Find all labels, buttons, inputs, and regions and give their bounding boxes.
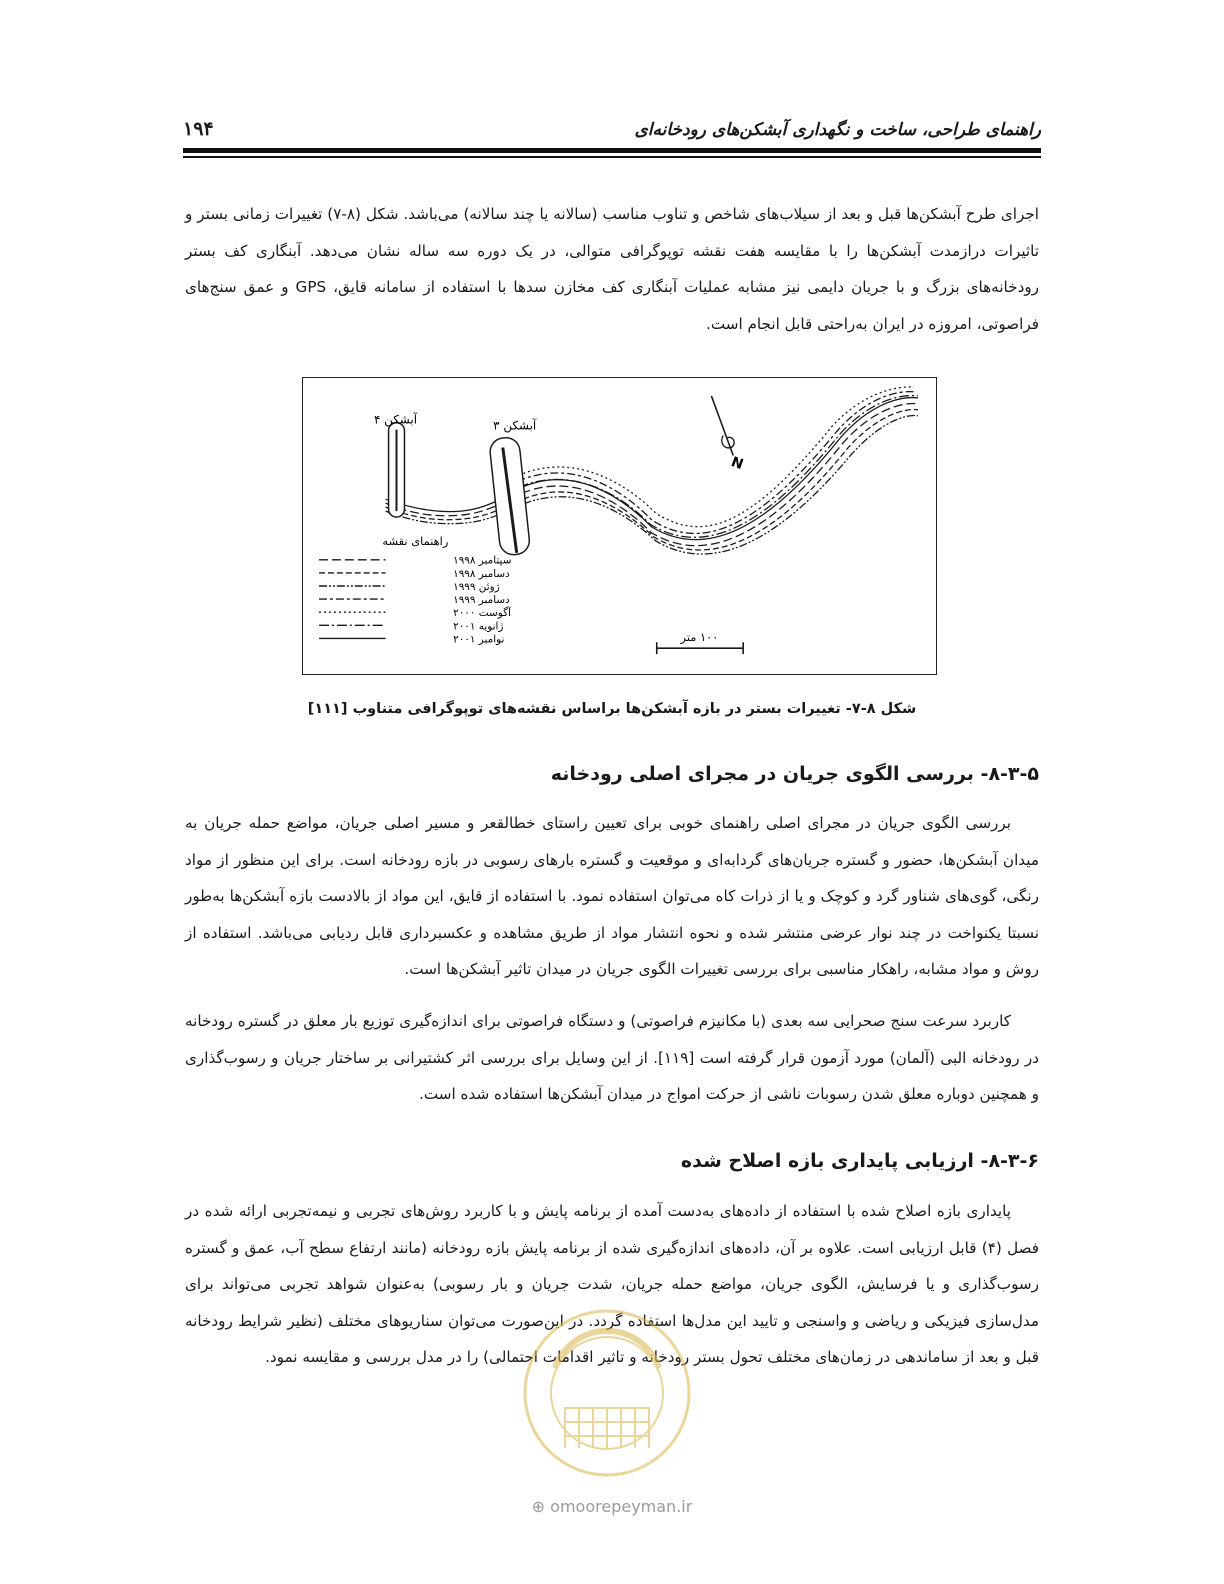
legend-label: آگوست ۲۰۰۰	[453, 607, 511, 620]
legend-label: دسامبر ۱۹۹۹	[453, 594, 510, 607]
section-6-heading: ۸-۳-۶- ارزیابی پایداری بازه اصلاح شده	[680, 1150, 1039, 1172]
groyne-4	[389, 423, 405, 517]
section-5-heading: ۸-۳-۵- بررسی الگوی جریان در مجرای اصلی رودخانه	[550, 763, 1039, 785]
legend-label: ژانویه ۲۰۰۱	[453, 620, 504, 633]
legend-label: نوامبر ۲۰۰۱	[453, 633, 505, 646]
legend	[319, 555, 512, 646]
north-label: N	[728, 454, 746, 474]
scale-label: ۱۰۰ متر	[680, 630, 719, 645]
groyne-3	[489, 436, 531, 556]
page-number: ۱۹۴	[183, 118, 214, 140]
header-rule-thin	[183, 156, 1041, 158]
section-5-paragraph-2: کاربرد سرعت سنج صحرایی سه بعدی (با مکانیزم فراصوتی) و دستگاه فراصوتی برای اندازه‌گیری توزیع بار معلق در گستره رودخانه در رودخانه البی (آلمان) مورد آزمون قرار گرفته است [۱۱۹]. از این وسایل برای بررسی اثر کشتیرانی بر ساختار جریان و رسوب‌گذاری و همچنین دوباره معلق شدن رسوبات ناشی از حرکت امواج در میدان آبشکن‌ها استفاده شده است.	[185, 1012, 1039, 1103]
header-title: راهنمای طراحی، ساخت و نگهداری آبشکن‌های رودخانه‌ای	[634, 120, 1041, 140]
legend-label: سپتامبر ۱۹۹۸	[453, 554, 512, 567]
watermark-url-text: omoorepeyman.ir	[550, 1497, 693, 1516]
watermark-logo	[495, 1298, 720, 1483]
section-6-paragraph-1: پایداری بازه اصلاح شده با استفاده از داده‌های به‌دست آمده از برنامه پایش و با کاربرد روش‌های تجربی و نیمه‌تجربی ارائه شده در فصل (۴) قابل ارزیابی است. علاوه بر آن، داده‌های اندازه‌گیری شده از برنامه پایش بازه رودخانه (مانند ارتفاع سطح آب، عمق و گستره رسوب‌گذاری و یا فرسایش، الگوی جریان، مواضع حمله جریان، شدت جریان و بار رسوبی) به‌عنوان شواهد تجربی می‌تواند برای مدل‌سازی فیزیکی و ریاضی و واسنجی و تایید این مدل‌ها استفاده گردد. در این‌صورت می‌توان سناریوهای مختلف (نظیر شرایط رودخانه قبل و بعد از ساماندهی در زمان‌های مختلف تحول بستر رودخانه و تاثیر اقدامات احتمالی) را در مدل بررسی و مقایسه نمود.	[185, 1202, 1040, 1366]
channel-line	[386, 404, 918, 546]
figure-caption: شکل ۸-۷- تغییرات بستر در بازه آبشکن‌ها براساس نقشه‌های توپوگرافی متناوب [۱۱۱]	[307, 701, 917, 717]
groyne-4-label: آبشکن ۴	[373, 412, 418, 427]
legend-label: دسامبر ۱۹۹۸	[453, 567, 510, 580]
channel-lines	[386, 387, 918, 554]
header-rule-thick	[183, 148, 1041, 153]
legend-label: ژوئن ۱۹۹۹	[453, 580, 500, 593]
watermark-grid	[565, 1408, 649, 1448]
north-arrow	[711, 396, 745, 473]
legend-title: راهنمای نقشه	[382, 533, 449, 548]
north-arrow-shaft	[711, 396, 733, 456]
watermark-url: ⊕ omoorepeyman.ir	[531, 1497, 693, 1516]
section-5-paragraph-1: بررسی الگوی جریان در مجرای اصلی راهنمای خوبی برای تعیین راستای خطالقعر و مسیر اصلی جریان، مواضع حمله جریان به میدان آبشکن‌ها، حضور و گستره جریان‌های گردابه‌ای و موقعیت و گستره بارهای رسوبی در بازه رودخانه است. برای این منظور از مواد رنگی، گوی‌های شناور گرد و کوچک و یا از ذرات کاه می‌توان استفاده نمود. با استفاده از قایق، این مواد از بالادست بازه آبشکن‌ها به‌طور نسبتا یکنواخت در چند نوار عرضی منتشر شده و نحوه انتشار مواد از طریق مشاهده و عکسبرداری قابل ردیابی می‌باشد. استفاده از روش و مواد مشابه، راهکار مناسبی برای بررسی تغییرات الگوی جریان در میدان تاثیر آبشکن‌ها است.	[185, 814, 1039, 978]
river-bed-map	[303, 378, 936, 674]
groyne-3-label: آبشکن ۳	[493, 418, 537, 433]
intro-paragraph: اجرای طرح آبشکن‌ها قبل و بعد از سیلاب‌های شاخص و تناوب مناسب (سالانه یا چند سالانه) می‌باشد. شکل (۸-۷) تغییرات زمانی بستر و تاثیرات درازمدت آبشکن‌ها را با مقایسه هفت نقشه توپوگرافی متوالی، در یک دوره سه ساله نشان می‌دهد. آبنگاری کف بستر رودخانه‌های بزرگ و با جریان دایمی نیز مشابه عملیات آبنگاری کف مخازن سدها با استفاده از سامانه قایق، GPS و عمق سنج‌های فراصوتی، امروزه در ایران به‌راحتی قابل انجام است.	[185, 205, 1039, 333]
scale-bar	[657, 630, 743, 654]
figure-river-map	[302, 377, 937, 675]
watermark-ring	[525, 1311, 689, 1475]
